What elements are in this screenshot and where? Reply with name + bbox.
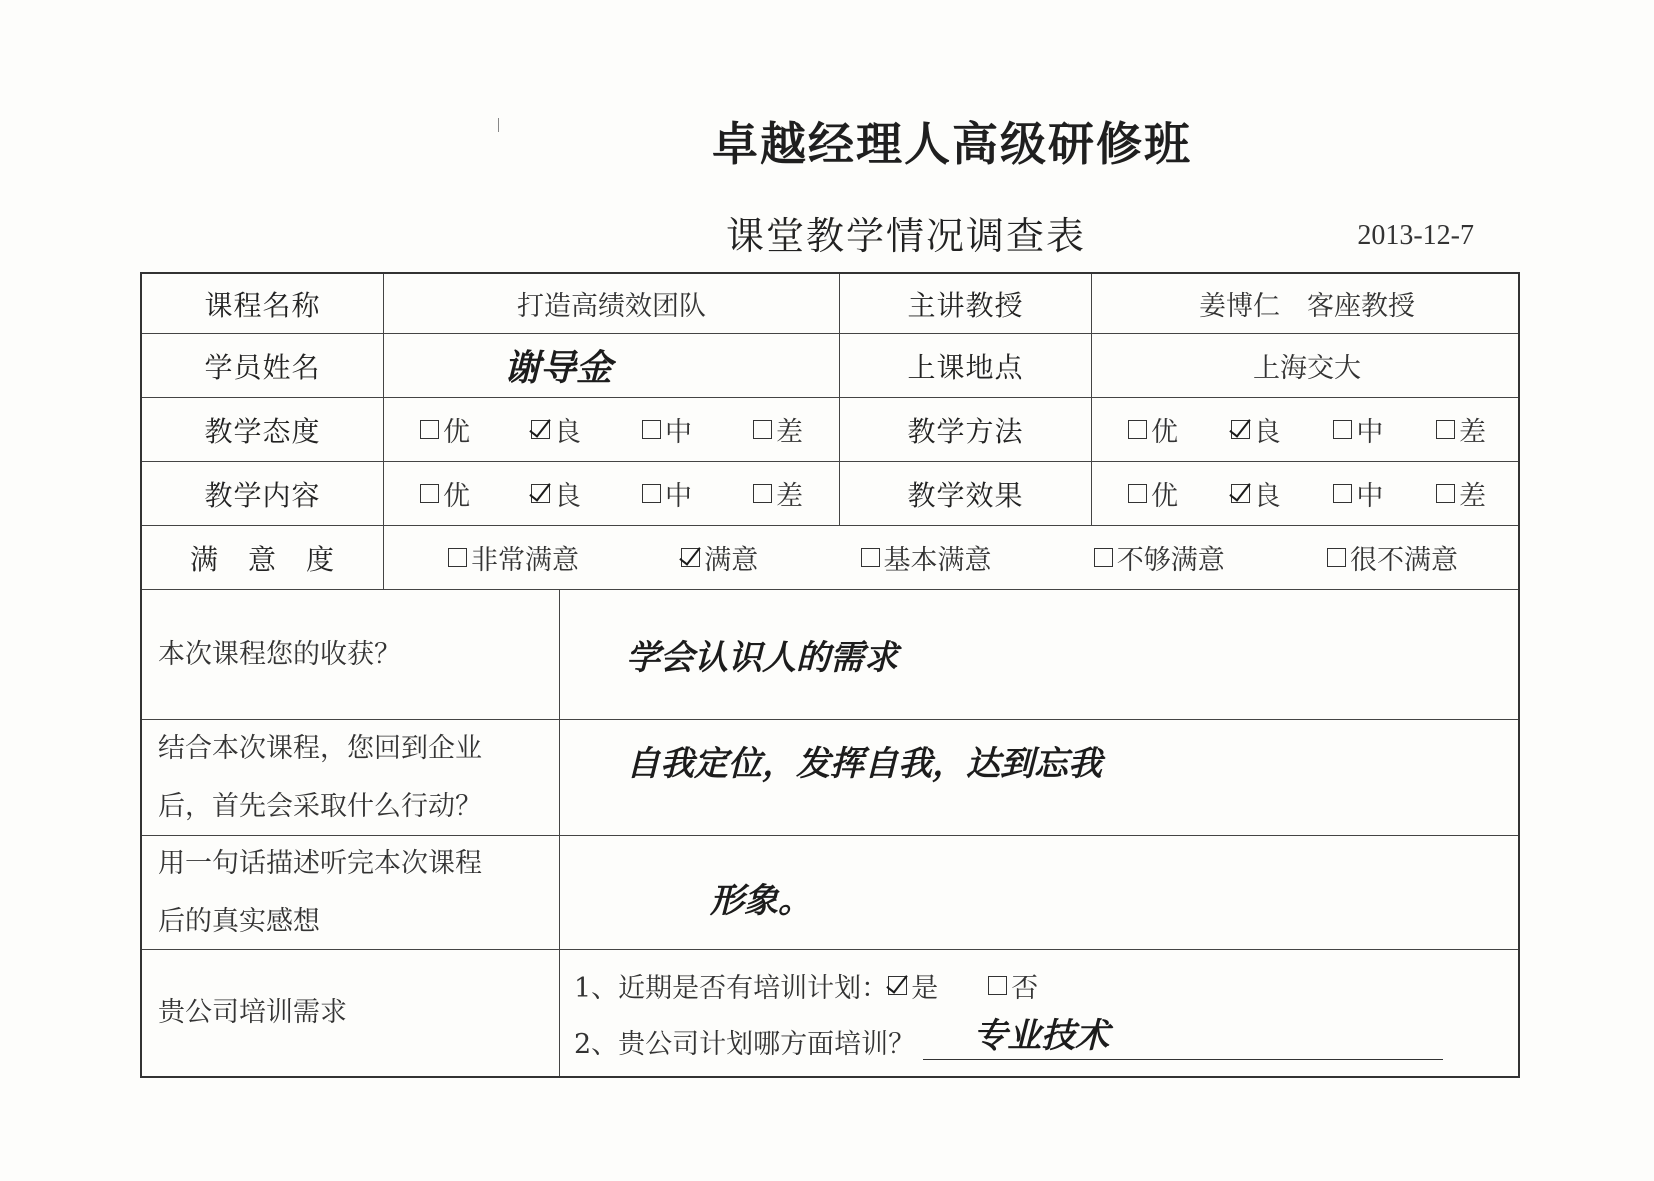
satisfaction-option-3[interactable] bbox=[1094, 538, 1225, 577]
method-checkbox[interactable] bbox=[1436, 420, 1455, 439]
satisfaction-option-1[interactable] bbox=[681, 538, 758, 577]
effect-option-2[interactable] bbox=[1333, 474, 1383, 513]
q3-label-line2: 后的真实感想 bbox=[158, 905, 320, 937]
satisfaction-option-label: 很不满意 bbox=[1350, 545, 1458, 576]
content-checkbox[interactable] bbox=[642, 484, 661, 503]
q4-label: 贵公司培训需求 bbox=[142, 950, 560, 1076]
method-option-0[interactable] bbox=[1128, 410, 1178, 449]
effect-options bbox=[1092, 462, 1522, 525]
attitude-option-label: 良 bbox=[554, 417, 581, 448]
method-option-label: 差 bbox=[1458, 417, 1486, 448]
satisfaction-options bbox=[384, 526, 1522, 589]
training-field[interactable] bbox=[923, 1015, 1443, 1060]
content-option-label: 中 bbox=[665, 481, 692, 512]
satisfaction-option-0[interactable] bbox=[448, 538, 579, 577]
attitude-option-3[interactable] bbox=[753, 410, 803, 449]
student-label: 学员姓名 bbox=[142, 334, 384, 397]
method-option-label: 中 bbox=[1356, 417, 1384, 448]
effect-checkbox[interactable] bbox=[1231, 484, 1250, 503]
satisfaction-checkbox[interactable] bbox=[1094, 548, 1113, 567]
content-options bbox=[384, 462, 840, 525]
plan-no-label: 否 bbox=[1011, 972, 1039, 1004]
content-option-3[interactable] bbox=[753, 474, 803, 513]
method-checkbox[interactable] bbox=[1128, 420, 1147, 439]
effect-checkbox[interactable] bbox=[1436, 484, 1455, 503]
effect-option-3[interactable] bbox=[1436, 474, 1486, 513]
course-value: 打造高绩效团队 bbox=[384, 274, 840, 333]
attitude-options bbox=[384, 398, 840, 461]
q4-line1-text: 1、近期是否有培训计划： bbox=[574, 972, 889, 1004]
effect-option-label: 优 bbox=[1151, 481, 1178, 512]
attitude-option-label: 差 bbox=[776, 417, 803, 448]
satisfaction-option-4[interactable] bbox=[1327, 538, 1458, 577]
q1-label: 本次课程您的收获？ bbox=[142, 590, 560, 719]
page-title: 卓越经理人高级研修班 bbox=[712, 117, 1192, 171]
effect-checkbox[interactable] bbox=[1128, 484, 1147, 503]
attitude-checkbox[interactable] bbox=[531, 420, 550, 439]
method-option-label: 良 bbox=[1253, 417, 1281, 448]
q1-answer: 学会认识人的需求 bbox=[626, 638, 898, 678]
student-value: 谢导金 bbox=[504, 347, 613, 389]
effect-option-label: 良 bbox=[1253, 481, 1281, 512]
attitude-option-label: 优 bbox=[443, 417, 470, 448]
content-option-label: 优 bbox=[443, 481, 470, 512]
q3-answer: 形象。 bbox=[710, 881, 812, 921]
q4-line1 bbox=[574, 957, 1038, 1013]
satisfaction-checkbox[interactable] bbox=[1327, 548, 1346, 567]
attitude-label: 教学态度 bbox=[142, 398, 384, 461]
q2-answer: 自我定位，发挥自我，达到忘我 bbox=[626, 744, 1102, 784]
form-date: 2013-12-7 bbox=[1357, 220, 1474, 251]
content-option-2[interactable] bbox=[642, 474, 692, 513]
q1-cell bbox=[560, 590, 1522, 719]
q3-label-line1: 用一句话描述听完本次课程 bbox=[158, 847, 482, 879]
method-option-2[interactable] bbox=[1333, 410, 1383, 449]
content-label: 教学内容 bbox=[142, 462, 384, 525]
effect-option-1[interactable] bbox=[1231, 474, 1281, 513]
effect-label: 教学效果 bbox=[840, 462, 1092, 525]
row-q2 bbox=[142, 720, 1518, 836]
content-checkbox[interactable] bbox=[420, 484, 439, 503]
satisfaction-label: 满 意 度 bbox=[142, 526, 384, 589]
satisfaction-option-label: 非常满意 bbox=[471, 545, 579, 576]
effect-option-label: 差 bbox=[1458, 481, 1486, 512]
q4-content bbox=[560, 950, 1522, 1076]
attitude-option-2[interactable] bbox=[642, 410, 692, 449]
q2-label-line1: 结合本次课程，您回到企业 bbox=[158, 732, 482, 764]
professor-label: 主讲教授 bbox=[840, 274, 1092, 333]
location-label: 上课地点 bbox=[840, 334, 1092, 397]
q4-answer: 专业技术 bbox=[973, 1015, 1110, 1056]
q3-cell bbox=[560, 836, 1522, 949]
course-label: 课程名称 bbox=[142, 274, 384, 333]
attitude-option-1[interactable] bbox=[531, 410, 581, 449]
q2-label bbox=[142, 720, 560, 835]
plan-yes-checkbox[interactable] bbox=[888, 976, 907, 995]
row-content bbox=[142, 462, 1518, 526]
row-q3 bbox=[142, 836, 1518, 950]
attitude-checkbox[interactable] bbox=[753, 420, 772, 439]
row-student bbox=[142, 334, 1518, 398]
content-option-1[interactable] bbox=[531, 474, 581, 513]
method-checkbox[interactable] bbox=[1333, 420, 1352, 439]
method-options bbox=[1092, 398, 1522, 461]
q3-label bbox=[142, 836, 560, 949]
row-course bbox=[142, 274, 1518, 334]
satisfaction-option-label: 不够满意 bbox=[1116, 545, 1225, 576]
row-q4 bbox=[142, 950, 1518, 1076]
q4-line2-text: 2、贵公司计划哪方面培训？ bbox=[574, 1028, 916, 1060]
row-q1 bbox=[142, 590, 1518, 720]
method-option-3[interactable] bbox=[1436, 410, 1486, 449]
content-option-label: 良 bbox=[554, 481, 581, 512]
satisfaction-checkbox[interactable] bbox=[681, 548, 700, 567]
satisfaction-checkbox[interactable] bbox=[448, 548, 467, 567]
content-checkbox[interactable] bbox=[531, 484, 550, 503]
plan-no-checkbox[interactable] bbox=[988, 976, 1007, 995]
form-subtitle: 课堂教学情况调查表 bbox=[725, 214, 1086, 258]
plan-yes-label: 是 bbox=[911, 972, 939, 1004]
attitude-checkbox[interactable] bbox=[642, 420, 661, 439]
method-option-label: 优 bbox=[1151, 417, 1178, 448]
q2-cell bbox=[560, 720, 1522, 835]
professor-value: 姜博仁 客座教授 bbox=[1199, 291, 1415, 322]
satisfaction-checkbox[interactable] bbox=[861, 548, 880, 567]
attitude-option-label: 中 bbox=[665, 417, 692, 448]
q2-label-line2: 后，首先会采取什么行动？ bbox=[158, 790, 482, 822]
location-value: 上海交大 bbox=[1253, 353, 1361, 384]
q4-line2 bbox=[574, 1013, 1443, 1069]
survey-form bbox=[140, 272, 1520, 1078]
satisfaction-option-2[interactable] bbox=[861, 538, 992, 577]
student-cell bbox=[384, 334, 840, 397]
row-attitude bbox=[142, 398, 1518, 462]
method-checkbox[interactable] bbox=[1231, 420, 1250, 439]
method-option-1[interactable] bbox=[1231, 410, 1281, 449]
method-label: 教学方法 bbox=[840, 398, 1092, 461]
satisfaction-option-label: 基本满意 bbox=[883, 545, 992, 576]
effect-checkbox[interactable] bbox=[1333, 484, 1352, 503]
attitude-checkbox[interactable] bbox=[420, 420, 439, 439]
effect-option-0[interactable] bbox=[1128, 474, 1178, 513]
row-satisfaction bbox=[142, 526, 1518, 590]
attitude-option-0[interactable] bbox=[420, 410, 470, 449]
effect-option-label: 中 bbox=[1356, 481, 1384, 512]
satisfaction-option-label: 满意 bbox=[704, 545, 759, 576]
content-option-0[interactable] bbox=[420, 474, 470, 513]
content-checkbox[interactable] bbox=[753, 484, 772, 503]
content-option-label: 差 bbox=[776, 481, 803, 512]
